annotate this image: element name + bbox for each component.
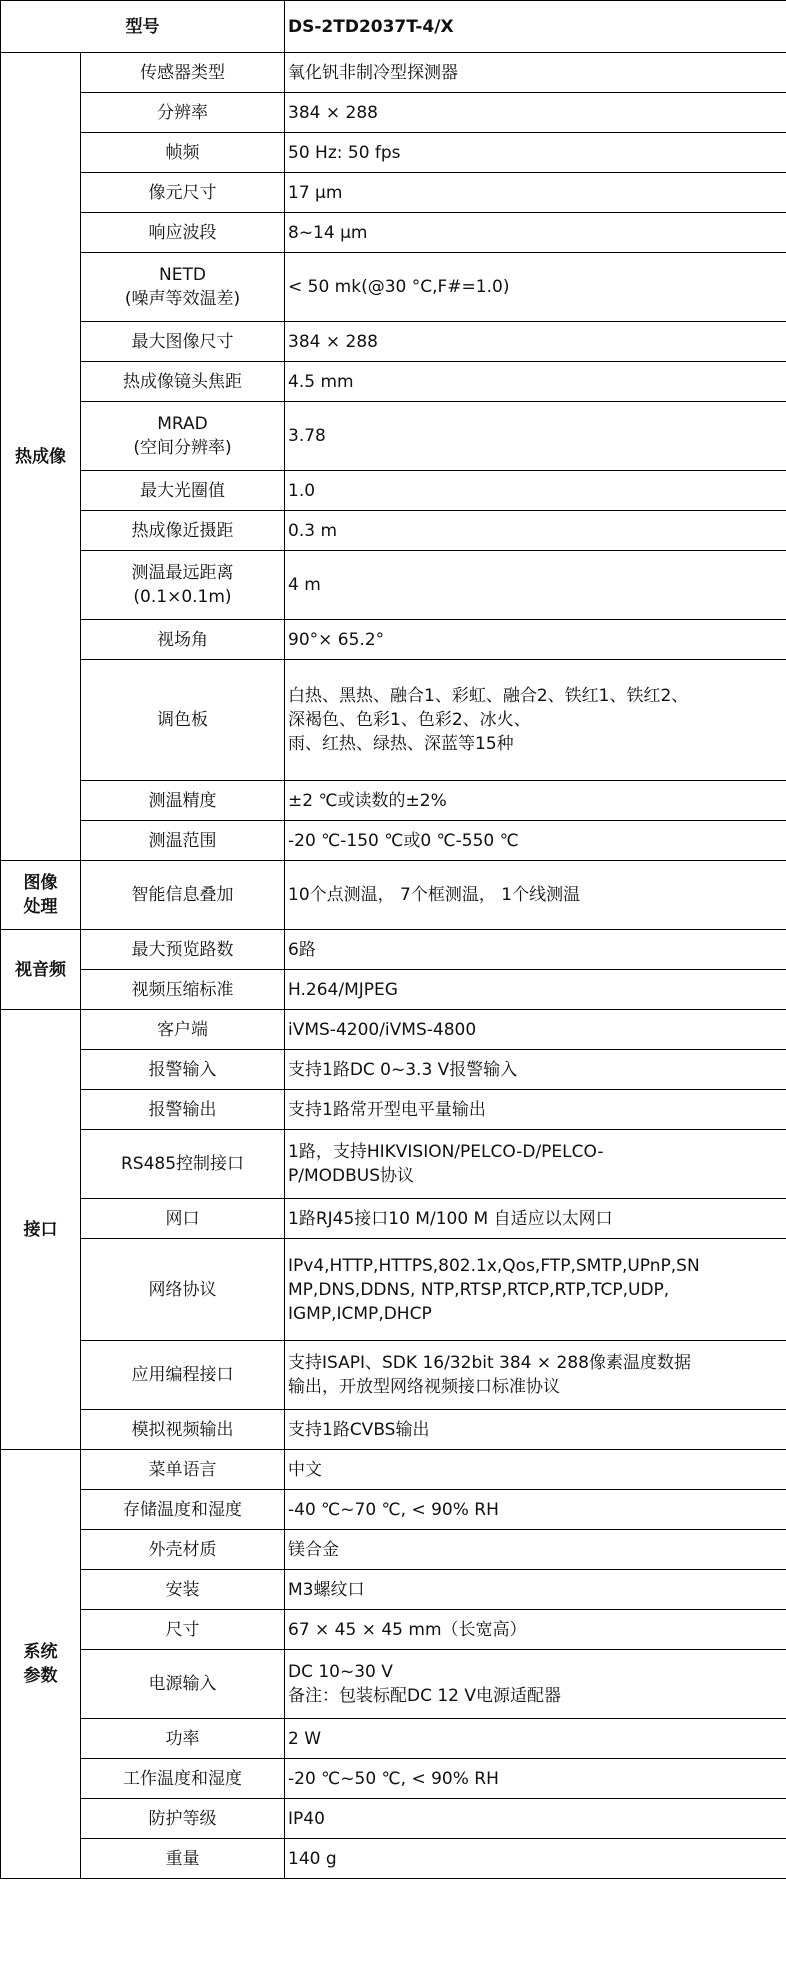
spec-label-line: 存储温度和湿度 — [123, 1499, 242, 1520]
spec-value — [285, 1610, 786, 1650]
spec-label-line: 外壳材质 — [148, 1539, 217, 1560]
spec-row — [1, 173, 786, 213]
spec-label-line: 测温精度 — [148, 790, 217, 811]
spec-row — [1, 620, 786, 660]
spec-row — [1, 1650, 786, 1719]
spec-value — [285, 1130, 786, 1199]
spec-value-line: 深褐色、色彩1、色彩2、冰火、 — [288, 710, 531, 730]
spec-label — [81, 781, 285, 821]
spec-label-line: 响应波段 — [148, 222, 217, 243]
spec-label-line: 菜单语言 — [148, 1459, 217, 1480]
spec-value-line: IPv4,HTTP,HTTPS,802.1x,Qos,FTP,SMTP,UPnP,SN — [288, 1255, 700, 1276]
spec-value-line: -20 ℃~50 ℃, < 90% RH — [288, 1768, 499, 1789]
spec-label — [81, 1570, 285, 1610]
spec-label-line: 报警输入 — [148, 1059, 217, 1080]
spec-label-line: 重量 — [165, 1848, 200, 1869]
spec-value — [285, 1410, 786, 1450]
spec-row — [1, 1199, 786, 1239]
spec-label-line: 安装 — [165, 1579, 200, 1600]
spec-value — [285, 551, 786, 620]
spec-label-line: 测温最远距离 — [131, 563, 234, 583]
spec-row — [1, 322, 786, 362]
spec-label — [81, 1650, 285, 1719]
spec-value — [285, 1090, 786, 1130]
spec-label — [81, 402, 285, 471]
spec-label — [81, 1090, 285, 1130]
spec-label — [81, 1130, 285, 1199]
spec-value — [285, 1341, 786, 1410]
spec-row — [1, 1010, 786, 1050]
spec-row — [1, 402, 786, 471]
spec-value-line: 备注：包装标配DC 12 V电源适配器 — [288, 1686, 562, 1706]
spec-value-line: H.264/MJPEG — [288, 979, 398, 1000]
spec-label-line: 最大预览路数 — [131, 939, 234, 960]
spec-label — [81, 1799, 285, 1839]
spec-row — [1, 1839, 786, 1879]
spec-row — [1, 660, 786, 781]
spec-label-line: 客户端 — [157, 1019, 208, 1040]
spec-value — [285, 821, 786, 861]
spec-value-line: 1路，支持HIKVISION/PELCO-D/PELCO- — [288, 1142, 604, 1162]
spec-value-line: 1.0 — [288, 480, 316, 501]
spec-label — [81, 821, 285, 861]
spec-row — [1, 1450, 786, 1490]
spec-value — [285, 970, 786, 1010]
spec-value-line: 白热、黑热、融合1、彩虹、融合2、铁红1、铁红2、 — [288, 686, 689, 706]
spec-row — [1, 1490, 786, 1530]
spec-value — [285, 1050, 786, 1090]
spec-value-line: 90°× 65.2° — [288, 629, 385, 650]
spec-value — [285, 253, 786, 322]
model-label: 型号 — [1, 1, 285, 53]
spec-row — [1, 1610, 786, 1650]
spec-value — [285, 1650, 786, 1719]
spec-row — [1, 133, 786, 173]
spec-value-line: DC 10~30 V — [288, 1662, 393, 1682]
spec-row — [1, 253, 786, 322]
spec-value — [285, 471, 786, 511]
spec-label-line: 工作温度和湿度 — [123, 1768, 242, 1789]
spec-label-line: 最大光圈值 — [140, 480, 225, 501]
spec-label-line: 报警输出 — [148, 1099, 217, 1120]
spec-value-line: 6路 — [288, 939, 316, 960]
model-value: DS-2TD2037T-4/X — [285, 1, 786, 53]
spec-label — [81, 322, 285, 362]
spec-label — [81, 362, 285, 402]
spec-value-line: 8~14 μm — [288, 222, 368, 243]
spec-value-line: 支持1路CVBS输出 — [288, 1419, 430, 1440]
spec-label-line: 网口 — [165, 1208, 200, 1229]
spec-label-line: (空间分辨率) — [133, 438, 232, 458]
spec-label-line: 像元尺寸 — [148, 182, 217, 203]
section-label-line: 系统 — [23, 1642, 58, 1662]
spec-row — [1, 861, 786, 930]
spec-label — [81, 1490, 285, 1530]
spec-label — [81, 620, 285, 660]
spec-value — [285, 1839, 786, 1879]
spec-value-line: 氧化钒非制冷型探测器 — [288, 62, 458, 83]
spec-label — [81, 1199, 285, 1239]
spec-label-line: 尺寸 — [165, 1619, 200, 1640]
spec-value-line: 输出，开放型网络视频接口标准协议 — [288, 1377, 560, 1397]
spec-label — [81, 93, 285, 133]
spec-label — [81, 1410, 285, 1450]
spec-label — [81, 1341, 285, 1410]
spec-value — [285, 322, 786, 362]
spec-value-line: 3.78 — [288, 426, 326, 446]
spec-label — [81, 970, 285, 1010]
spec-value — [285, 930, 786, 970]
spec-row — [1, 213, 786, 253]
spec-label-line: (噪声等效温差) — [124, 289, 241, 309]
spec-value — [285, 213, 786, 253]
spec-value-line: < 50 mk(@30 °C,F#=1.0) — [288, 277, 510, 297]
spec-label-line: 模拟视频输出 — [131, 1419, 234, 1440]
spec-label-line: 智能信息叠加 — [131, 885, 234, 905]
spec-value-line: 17 μm — [288, 182, 343, 203]
spec-value — [285, 133, 786, 173]
spec-value — [285, 1239, 786, 1341]
spec-row — [1, 53, 786, 93]
section-label-line: 处理 — [23, 897, 58, 917]
spec-label-line: 测温范围 — [148, 830, 217, 851]
spec-value-line: P/MODBUS协议 — [288, 1166, 415, 1186]
spec-label-line: 调色板 — [157, 710, 208, 730]
spec-value-line: 中文 — [288, 1459, 322, 1480]
spec-value-line: 支持1路DC 0~3.3 V报警输入 — [288, 1059, 518, 1080]
spec-row — [1, 1719, 786, 1759]
spec-label-line: 视场角 — [157, 629, 208, 650]
spec-label-line: 视频压缩标准 — [131, 979, 234, 1000]
spec-value — [285, 1759, 786, 1799]
spec-label-line: 网络协议 — [148, 1279, 217, 1300]
spec-value-line: ±2 ℃或读数的±2% — [288, 790, 447, 811]
spec-value — [285, 1799, 786, 1839]
spec-label-line: 功率 — [165, 1728, 200, 1749]
spec-value — [285, 1010, 786, 1050]
section-label: 热成像 — [1, 53, 81, 861]
spec-value-line: MP,DNS,DDNS, NTP,RTSP,RTCP,RTP,TCP,UDP, — [288, 1279, 670, 1300]
spec-value — [285, 861, 786, 930]
spec-value — [285, 173, 786, 213]
spec-row — [1, 551, 786, 620]
spec-value-line: iVMS-4200/iVMS-4800 — [288, 1019, 477, 1040]
spec-value — [285, 53, 786, 93]
spec-value-line: 镁合金 — [288, 1539, 339, 1560]
spec-value-line: IP40 — [288, 1808, 325, 1829]
spec-value-line: 1路RJ45接口10 M/100 M 自适应以太网口 — [288, 1208, 613, 1229]
spec-row — [1, 362, 786, 402]
spec-value — [285, 1450, 786, 1490]
section-label — [1, 1450, 81, 1879]
spec-label — [81, 930, 285, 970]
spec-value-line: 50 Hz: 50 fps — [288, 142, 401, 163]
spec-value — [285, 660, 786, 781]
spec-value — [285, 93, 786, 133]
spec-row — [1, 1090, 786, 1130]
spec-row — [1, 1410, 786, 1450]
spec-value-line: 384 × 288 — [288, 331, 378, 352]
spec-label-line: NETD — [159, 265, 206, 285]
spec-row — [1, 821, 786, 861]
spec-row — [1, 511, 786, 551]
section-label: 接口 — [1, 1010, 81, 1450]
spec-value-line: 支持1路常开型电平量输出 — [288, 1099, 486, 1120]
spec-label — [81, 1530, 285, 1570]
spec-value — [285, 1570, 786, 1610]
spec-label — [81, 133, 285, 173]
spec-value — [285, 1490, 786, 1530]
spec-label — [81, 1450, 285, 1490]
spec-row — [1, 781, 786, 821]
spec-row — [1, 1530, 786, 1570]
spec-label — [81, 1839, 285, 1879]
spec-label-line: RS485控制接口 — [120, 1154, 245, 1174]
spec-row — [1, 1570, 786, 1610]
spec-value-line: IGMP,ICMP,DHCP — [288, 1303, 432, 1324]
spec-row — [1, 1799, 786, 1839]
spec-label — [81, 1010, 285, 1050]
spec-value-line: 10个点测温， 7个框测温， 1个线测温 — [288, 885, 581, 905]
spec-label — [81, 213, 285, 253]
spec-label-line: 传感器类型 — [140, 62, 225, 83]
spec-value-line: -40 ℃~70 ℃, < 90% RH — [288, 1499, 499, 1520]
spec-value — [285, 402, 786, 471]
spec-table-body — [1, 1, 786, 1879]
spec-label-line: 应用编程接口 — [131, 1365, 234, 1385]
section-label-line: 图像 — [23, 873, 58, 893]
spec-label-line: 热成像镜头焦距 — [123, 371, 242, 392]
spec-label-line: 最大图像尺寸 — [131, 331, 234, 352]
spec-value-line: 0.3 m — [288, 520, 337, 541]
spec-row — [1, 970, 786, 1010]
spec-value-line: M3螺纹口 — [288, 1579, 365, 1600]
spec-label — [81, 253, 285, 322]
spec-label — [81, 53, 285, 93]
spec-label — [81, 1610, 285, 1650]
spec-value — [285, 1199, 786, 1239]
spec-label — [81, 1050, 285, 1090]
spec-label — [81, 1719, 285, 1759]
spec-row — [1, 1759, 786, 1799]
spec-row — [1, 1050, 786, 1090]
spec-row — [1, 1130, 786, 1199]
spec-label — [81, 1239, 285, 1341]
spec-value-line: 雨、红热、绿热、深蓝等15种 — [288, 734, 514, 754]
spec-value-line: 67 × 45 × 45 mm（长宽高） — [288, 1619, 527, 1640]
spec-label-line: 帧频 — [165, 142, 200, 163]
spec-row — [1, 93, 786, 133]
spec-value — [285, 1719, 786, 1759]
spec-value-line: 2 W — [288, 1728, 322, 1749]
spec-value-line: 140 g — [288, 1848, 337, 1869]
section-label — [1, 861, 81, 930]
spec-label-line: (0.1×0.1m) — [133, 587, 232, 607]
spec-label — [81, 660, 285, 781]
spec-value — [285, 781, 786, 821]
spec-value-line: 4 m — [288, 575, 321, 595]
spec-row — [1, 1239, 786, 1341]
spec-value — [285, 362, 786, 402]
spec-row — [1, 1341, 786, 1410]
spec-row — [1, 471, 786, 511]
spec-label-line: 电源输入 — [148, 1674, 217, 1694]
spec-value-line: 4.5 mm — [288, 371, 354, 392]
spec-label — [81, 861, 285, 930]
spec-value — [285, 511, 786, 551]
spec-value-line: -20 ℃-150 ℃或0 ℃-550 ℃ — [288, 830, 519, 851]
header-row — [1, 1, 786, 53]
spec-label — [81, 471, 285, 511]
spec-label-line: 分辨率 — [157, 102, 208, 123]
spec-label-line: 防护等级 — [148, 1808, 217, 1829]
spec-value-line: 384 × 288 — [288, 102, 378, 123]
spec-value-line: 支持ISAPI、SDK 16/32bit 384 × 288像素温度数据 — [288, 1353, 691, 1373]
spec-value — [285, 620, 786, 660]
spec-value — [285, 1530, 786, 1570]
spec-label — [81, 511, 285, 551]
section-label-line: 参数 — [23, 1666, 58, 1686]
spec-label-line: MRAD — [157, 414, 208, 434]
section-label: 视音频 — [1, 930, 81, 1010]
spec-label — [81, 551, 285, 620]
spec-label — [81, 1759, 285, 1799]
spec-label-line: 热成像近摄距 — [131, 520, 234, 541]
spec-label — [81, 173, 285, 213]
spec-row — [1, 930, 786, 970]
